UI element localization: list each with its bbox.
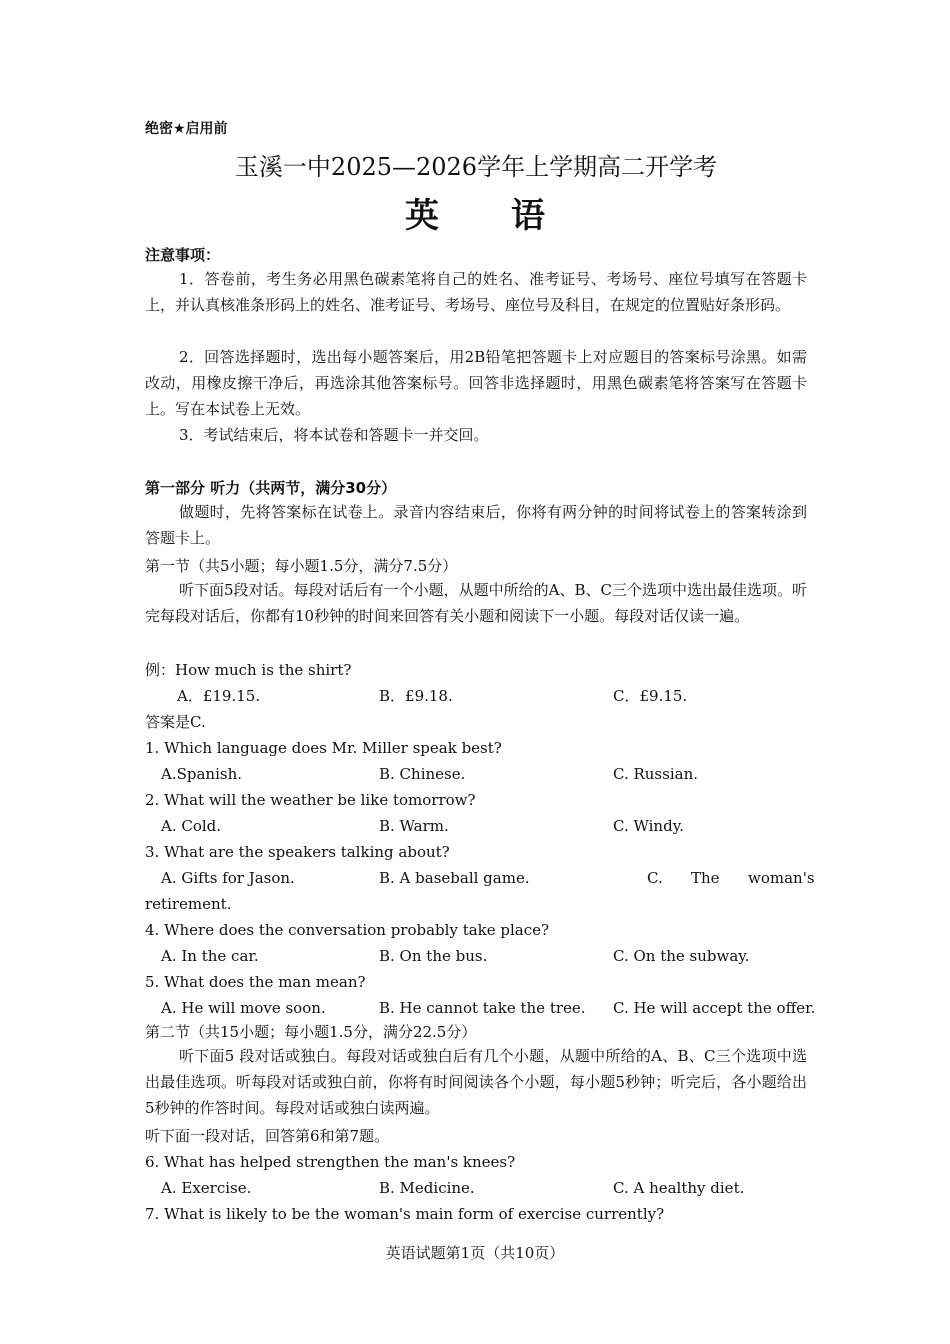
section1-intro: 听下面5段对话。每段对话后有一个小题，从题中所给的A、B、C三个选项中选出最佳选项。听完每段对话后，你都有10秒钟的时间来回答有关小题和阅读下一小题。每段对话仅读一遍。 xyxy=(145,581,807,625)
note-item-1: 1．答卷前，考生务必用黑色碳素笔将自己的姓名、准考证号、考场号、座位号填写在答题卡上，并认真核准条形码上的姓名、准考证号、考场号、座位号及科目，在规定的位置贴好条形码。 xyxy=(145,270,807,314)
q3-option-c-word2: woman's xyxy=(748,869,815,887)
q3-option-a: A. Gifts for Jason. xyxy=(161,869,295,887)
q6-option-a: A. Exercise. xyxy=(161,1179,252,1197)
example-answer: 答案是C. xyxy=(145,713,206,731)
question-6: 6. What has helped strengthen the man's knees? xyxy=(145,1153,516,1171)
q3-option-b: B. A baseball game. xyxy=(379,869,530,887)
page-footer: 英语试题第1页（共10页） xyxy=(385,1244,565,1262)
example-question: 例：How much is the shirt? xyxy=(145,661,352,679)
part1-heading: 第一部分 听力（共两节，满分30分） xyxy=(145,479,397,497)
q5-option-a: A. He will move soon. xyxy=(161,999,326,1017)
q3-option-c-word1: The xyxy=(691,869,720,887)
subject-title xyxy=(145,196,807,236)
question-2: 2. What will the weather be like tomorrow? xyxy=(145,791,476,809)
question-1: 1. Which language does Mr. Miller speak best? xyxy=(145,739,502,757)
confidential-label: 绝密★启用前 xyxy=(145,121,228,137)
question-7: 7. What is likely to be the woman's main form of exercise currently? xyxy=(145,1205,665,1223)
q3-option-c-wrap: retirement. xyxy=(145,895,232,913)
q4-option-c: C. On the subway. xyxy=(613,947,750,965)
example-option-c: C．£9.15. xyxy=(613,687,688,705)
notes-heading: 注意事项： xyxy=(145,246,221,264)
section1-heading: 第一节（共5小题；每小题1.5分，满分7.5分） xyxy=(145,557,458,575)
q4-option-b: B. On the bus. xyxy=(379,947,488,965)
note-item-3: 3．考试结束后，将本试卷和答题卡一并交回。 xyxy=(179,426,489,444)
section2-heading: 第二节（共15小题；每小题1.5分，满分22.5分） xyxy=(145,1023,477,1041)
q6-option-c: C. A healthy diet. xyxy=(613,1179,745,1197)
q1-option-b: B. Chinese. xyxy=(379,765,466,783)
question-3: 3. What are the speakers talking about? xyxy=(145,843,450,861)
q6-option-b: B. Medicine. xyxy=(379,1179,475,1197)
q3-option-c-letter: C. xyxy=(647,869,663,887)
section2-intro: 听下面5 段对话或独白。每段对话或独白后有几个小题，从题中所给的A、B、C三个选项中选出最佳选项。听每段对话或独白前，你将有时间阅读各个小题，每小题5秒钟；听完后，各小题给出5秒钟的作答时间。每段对话或独白读两遍。 xyxy=(145,1047,807,1117)
q5-option-c: C. He will accept the offer. xyxy=(613,999,816,1017)
exam-title: 玉溪一中2025—2026学年上学期高二开学考 xyxy=(234,153,718,181)
part1-intro: 做题时，先将答案标在试卷上。录音内容结束后，你将有两分钟的时间将试卷上的答案转涂到答题卡上。 xyxy=(145,503,807,547)
q1-option-a: A.Spanish. xyxy=(161,765,243,783)
q4-option-a: A. In the car. xyxy=(161,947,259,965)
subject-char-2: 语 xyxy=(511,196,547,236)
subject-char-1: 英 xyxy=(405,196,441,236)
q2-option-a: A. Cold. xyxy=(161,817,222,835)
question-4: 4. Where does the conversation probably take place? xyxy=(145,921,550,939)
example-option-a: A．£19.15. xyxy=(177,687,261,705)
q2-option-c: C. Windy. xyxy=(613,817,684,835)
example-option-b: B．£9.18. xyxy=(379,687,453,705)
q2-option-b: B. Warm. xyxy=(379,817,449,835)
q5-option-b: B. He cannot take the tree. xyxy=(379,999,586,1017)
question-5: 5. What does the man mean? xyxy=(145,973,366,991)
note-item-2: 2．回答选择题时，选出每小题答案后，用2B铅笔把答题卡上对应题目的答案标号涂黑。如需改动，用橡皮擦干净后，再选涂其他答案标号。回答非选择题时，用黑色碳素笔将答案写在答题卡上。写在本试卷上无效。 xyxy=(145,348,807,418)
section2-lead: 听下面一段对话，回答第6和第7题。 xyxy=(145,1127,390,1145)
q1-option-c: C. Russian. xyxy=(613,765,698,783)
